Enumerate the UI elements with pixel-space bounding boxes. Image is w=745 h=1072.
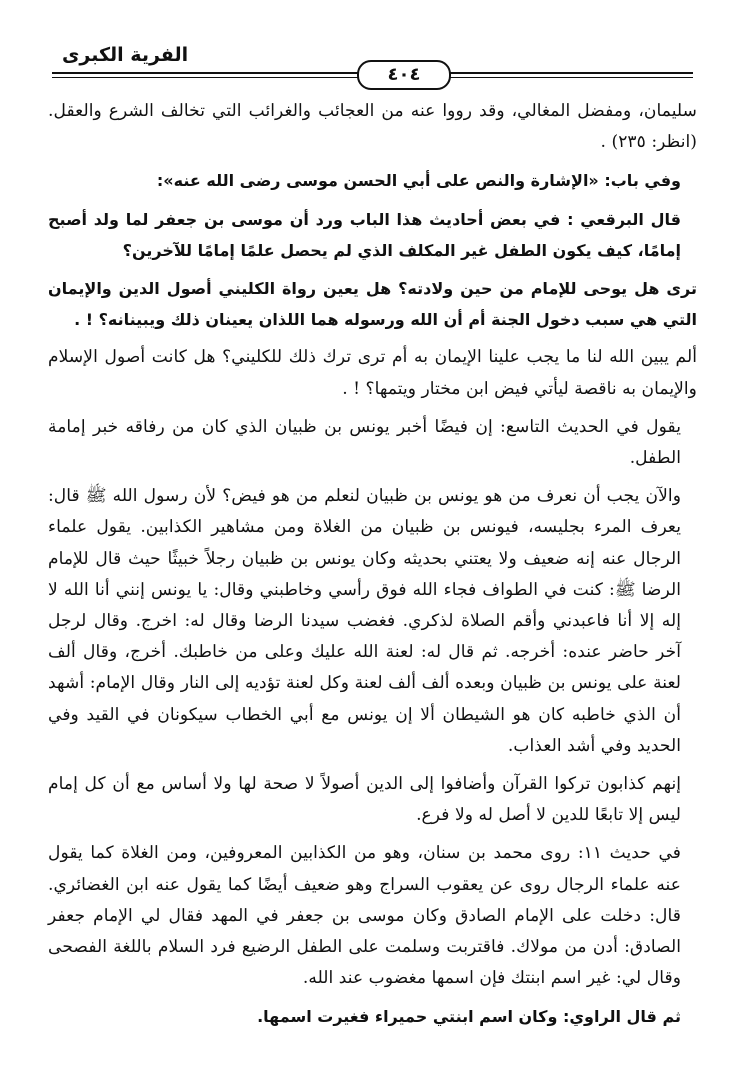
running-title: الفرية الكبرى [62, 44, 189, 66]
page-body [48, 96, 697, 1040]
paragraph: إنهم كذابون تركوا القرآن وأضافوا إلى الدين أصولاً لا صحة لها ولا أساس مع أن كل إمام ليس إلا تابعًا للدين لا أصل له ولا فرع. [48, 774, 681, 826]
page-header [52, 38, 693, 88]
paragraph-bold: ثم قال الراوي: وكان اسم ابنتي حميراء فغيرت اسمها. [257, 1007, 681, 1027]
paragraph: في حديث ١١: روى محمد بن سنان، وهو من الكذابين المعروفين، ومن الغلاة كما يقول عنه علماء الرجال روى عن يعقوب السراج وهو ضعيف أيضًا كما يقول عنه ابن الغضائري. قال: دخلت على الإمام الصادق وكان موسى بن جعفر في المهد فقال لي الإمام جعفر الصادق: أدن من مولاك. فاقتربت وسلمت على الطفل الرضيع فرد السلام باللغة الفصحى وقال لي: غير اسم ابنتك فإن اسمها مغضوب عند الله. [48, 843, 682, 989]
paragraph: يقول في الحديث التاسع: إن فيضًا أخبر يونس بن ظبيان الذي كان من رفاقه خبر إمامة الطفل. [48, 416, 681, 469]
paragraph: سليمان، ومفضل المغالي، وقد رووا عنه من العجائب والغرائب التي تخالف الشرع والعقل. (انظر: ٢٣٥) . [48, 101, 697, 153]
paragraph: والآن يجب أن نعرف من هو يونس بن ظبيان لنعلم من هو فيض؟ لأن رسول الله ﷺ قال: يعرف المرء بجليسه، فيونس بن ظبيان من الغلاة ومن مشاهير الكذابين. يقول علماء الرجال عنه إنه ضعيف ولا يعتني بحديثه وكان يونس بن ظبيان رجلاً خبيثًا حيث قال للإمام الرضا ﷺ: كنت في الطواف فجاء الله فوق رأسي وخاطبني وقال: يا يونس إنني أنا الله لا إله إلا أنا فاعبدني وأقم الصلاة لذكري. فغضب سيدنا الرضا وقال له: اخرج. وقال لرجل آخر حاضر عنده: أخرجه. ثم قال له: لعنة الله عليك وعلى من خاطبك. أخرج، وقال ألف لعنة على يونس بن ظبيان وبعده ألف ألف لعنة وكل لعنة تؤديه إلى النار وقال الإمام: أشهد أن الذي خاطبه كان هو الشيطان ألا إن يونس مع أبي الخطاب سيكونان في القيد وفي الحديد وفي أشد العذاب. [48, 486, 681, 756]
paragraph: ألم يبين الله لنا ما يجب علينا الإيمان به أم ترى ترك ذلك للكليني؟ هل كانت أصول الإسلام والإيمان به ناقصة ليأتي فيض ابن مختار ويتمها؟ ! . [48, 347, 697, 399]
paragraph-bold: قال البرقعي : في بعض أحاديث هذا الباب ورد أن موسى بن جعفر لما ولد أصبح إمامًا، كيف يكون الطفل غير المكلف الذي لم يحصل علمًا إمامًا للآخرين؟ [48, 209, 681, 260]
section-heading: وفي باب: «الإشارة والنص على أبي الحسن موسى رضى الله عنه»: [156, 171, 681, 191]
page-number: ٤٠٤ [357, 60, 451, 90]
paragraph-bold: ترى هل يوحى للإمام من حين ولادته؟ هل يعين رواة الكليني أصول الدين والإيمان التي هي سبب دخول الجنة أم أن الله ورسوله هما اللذان يعينان ذلك ويبينانه؟ ! . [48, 279, 697, 330]
